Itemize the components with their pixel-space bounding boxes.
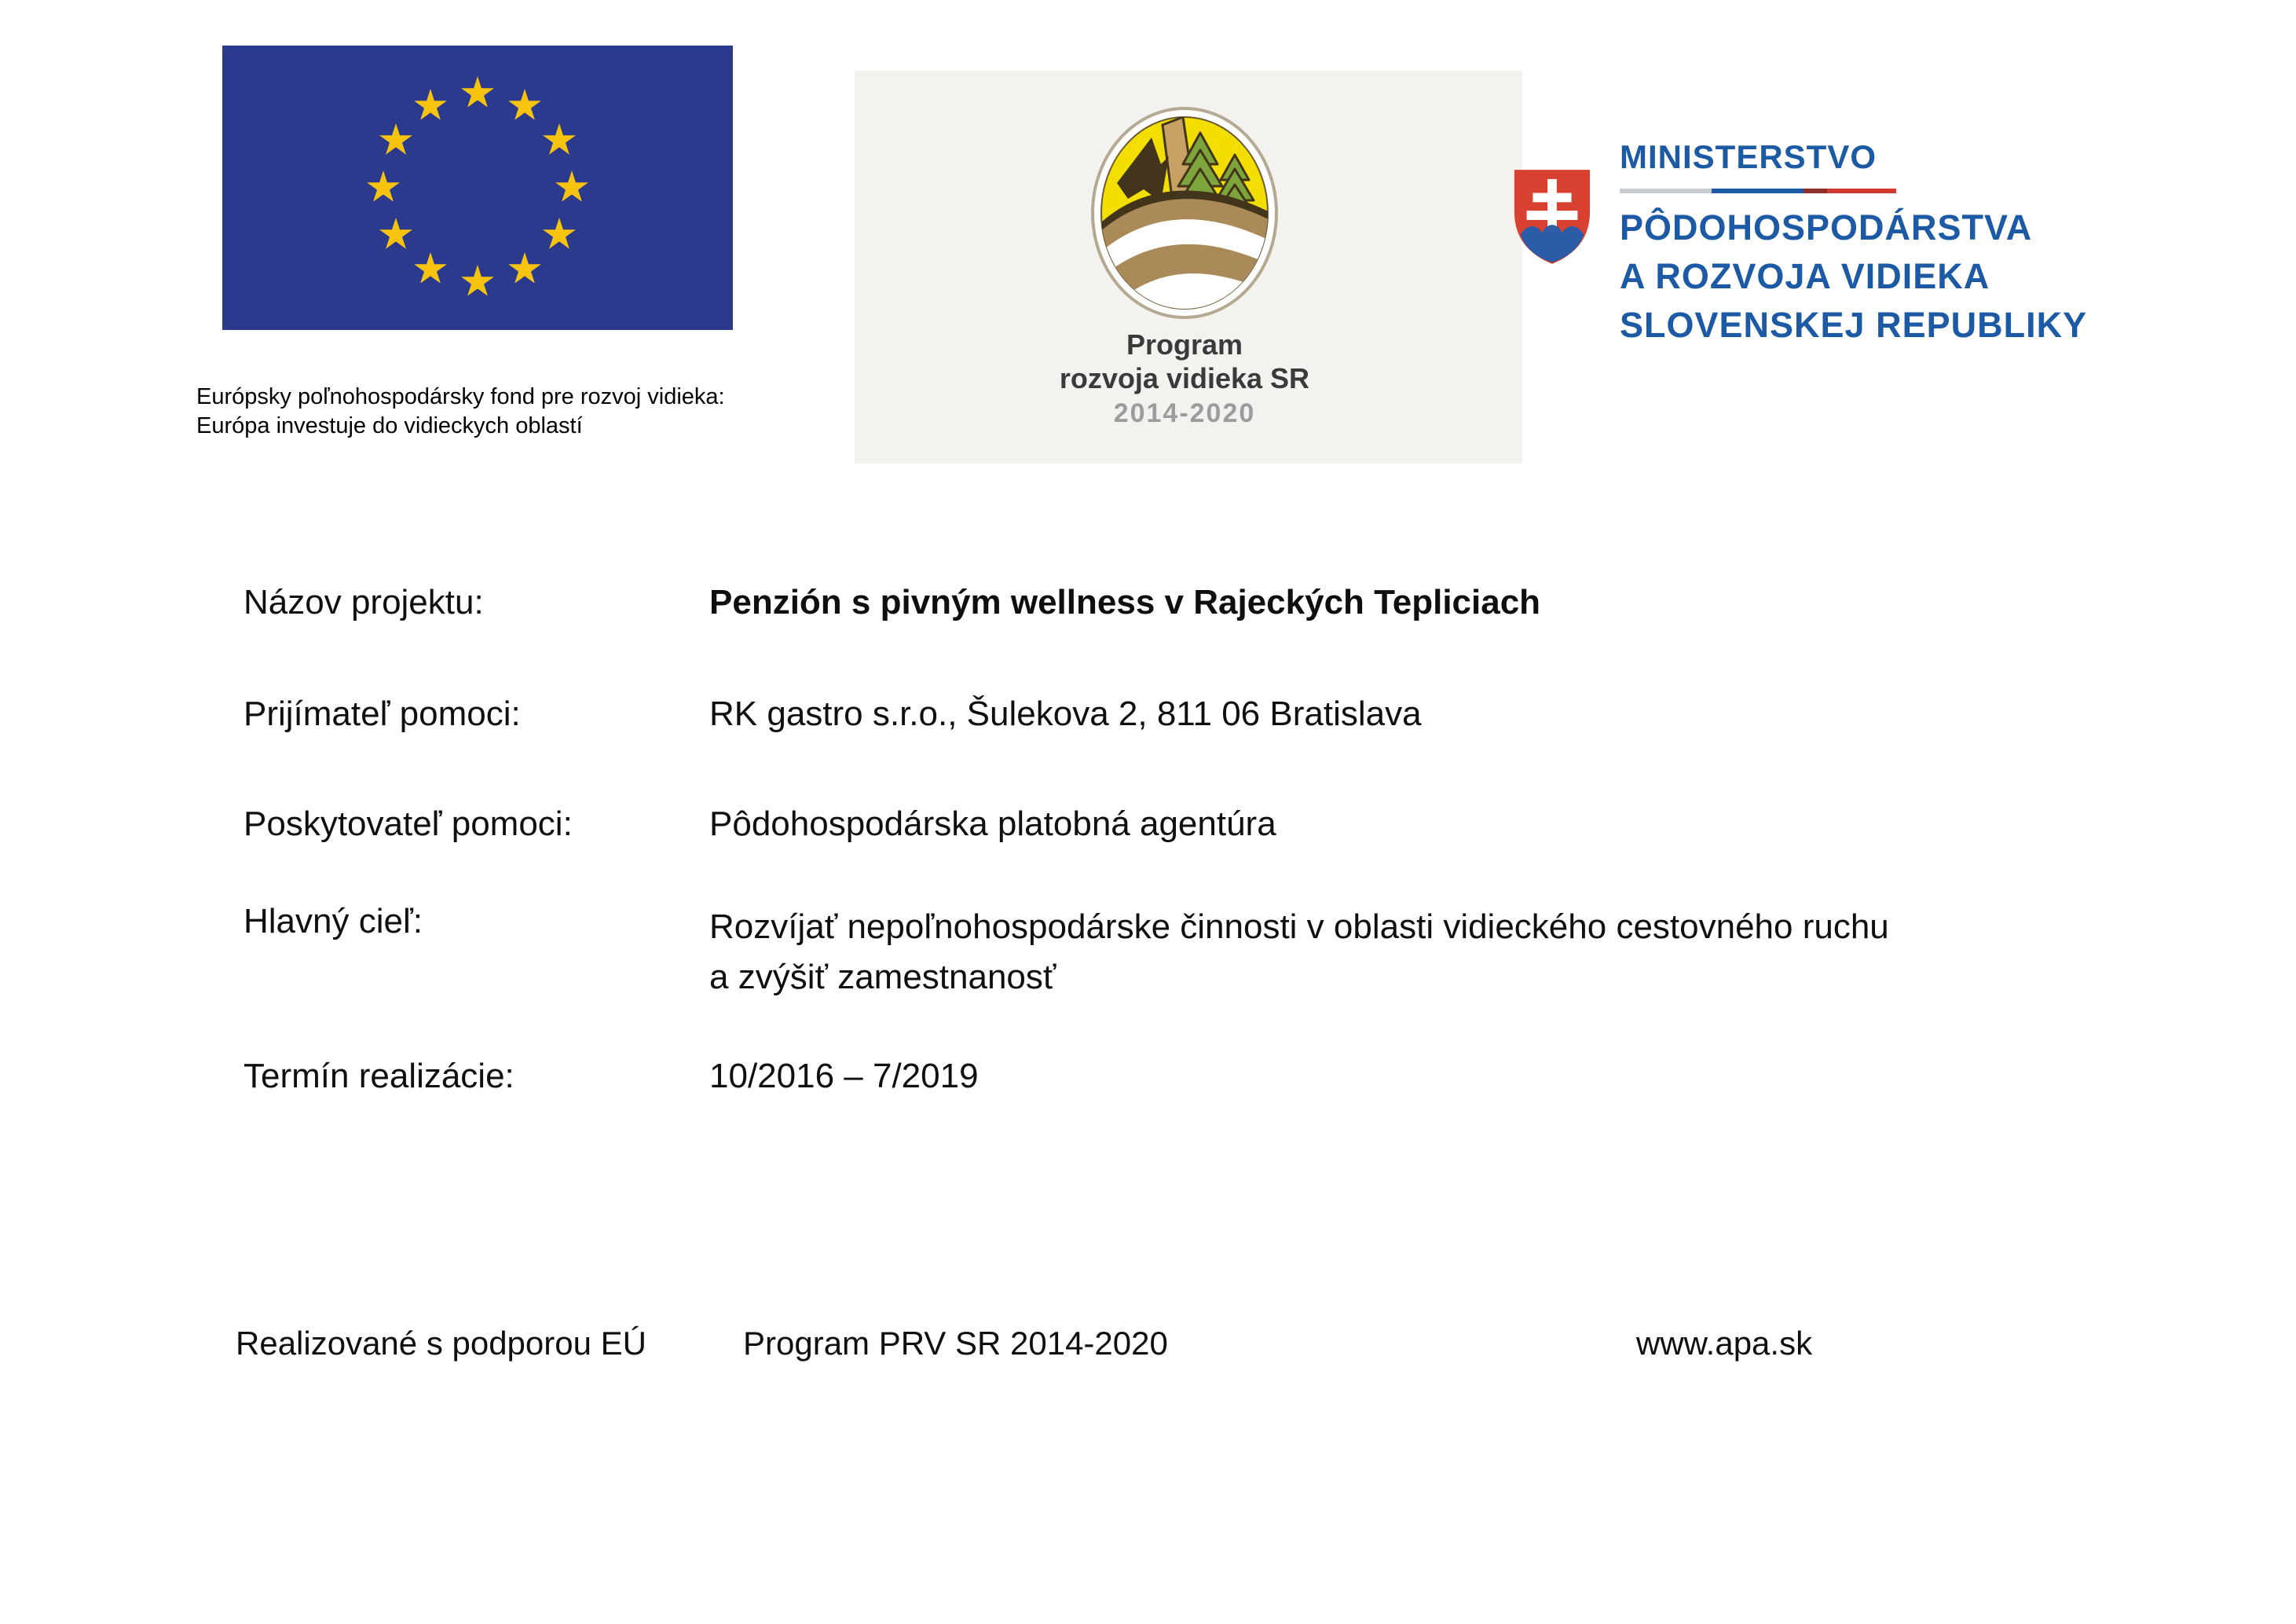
- field-value-beneficiary: RK gastro s.r.o., Šulekova 2, 811 06 Bratislava: [709, 695, 1422, 733]
- prv-caption-line3: 2014-2020: [1113, 398, 1256, 428]
- ministry-divider: [1620, 189, 1896, 193]
- footer-eu-support-note: Realizované s podporou EÚ: [236, 1325, 646, 1362]
- field-value-provider: Pôdohospodárska platobná agentúra: [709, 805, 1276, 843]
- eu-flag-icon: [222, 46, 733, 330]
- field-value-realization-period: 10/2016 – 7/2019: [709, 1057, 979, 1095]
- ministry-line3: A ROZVOJA VIDIEKA: [1620, 256, 1990, 296]
- eu-fund-caption: [196, 383, 725, 441]
- prv-caption-line1: Program: [1126, 328, 1243, 361]
- eu-fund-caption-line2: Európa investuje do vidieckych oblastí: [196, 413, 583, 438]
- slovak-coat-of-arms-icon: [1510, 141, 1595, 292]
- field-value-project-name: Penzión s pivným wellness v Rajeckých Tepliciach: [709, 583, 1541, 621]
- prv-logo-caption: [933, 328, 1436, 431]
- field-label-beneficiary: Prijímateľ pomoci:: [244, 695, 521, 733]
- footer-program-note: Program PRV SR 2014-2020: [743, 1325, 1168, 1362]
- field-label-provider: Poskytovateľ pomoci:: [244, 805, 573, 843]
- three-hills-shape: [1521, 225, 1584, 262]
- field-label-main-goal: Hlavný cieľ:: [244, 902, 423, 940]
- divider-blue-segment: [1712, 189, 1803, 193]
- field-label-project-name: Názov projektu:: [244, 583, 484, 621]
- ministry-name: MINISTERSTVO: [1620, 138, 1877, 175]
- ministry-line4: SLOVENSKEJ REPUBLIKY: [1620, 305, 2088, 345]
- prv-program-logo-icon: [1090, 106, 1279, 320]
- divider-darkred-segment: [1803, 189, 1827, 193]
- divider-red-segment: [1827, 189, 1896, 193]
- ministry-line2: PÔDOHOSPODÁRSTVA: [1620, 207, 2033, 247]
- eu-fund-caption-line1: Európsky poľnohospodársky fond pre rozvoj vidieka:: [196, 384, 725, 409]
- field-value-main-goal: Rozvíjať nepoľnohospodárske činnosti v oblasti vidieckého cestovného ruchu a zvýšiť zamestnanosť: [709, 907, 1889, 996]
- field-label-realization-period: Termín realizácie:: [244, 1057, 514, 1095]
- divider-gray-segment: [1620, 189, 1712, 193]
- prv-caption-line2: rozvoja vidieka SR: [1059, 362, 1310, 394]
- footer-website: www.apa.sk: [1636, 1325, 1813, 1362]
